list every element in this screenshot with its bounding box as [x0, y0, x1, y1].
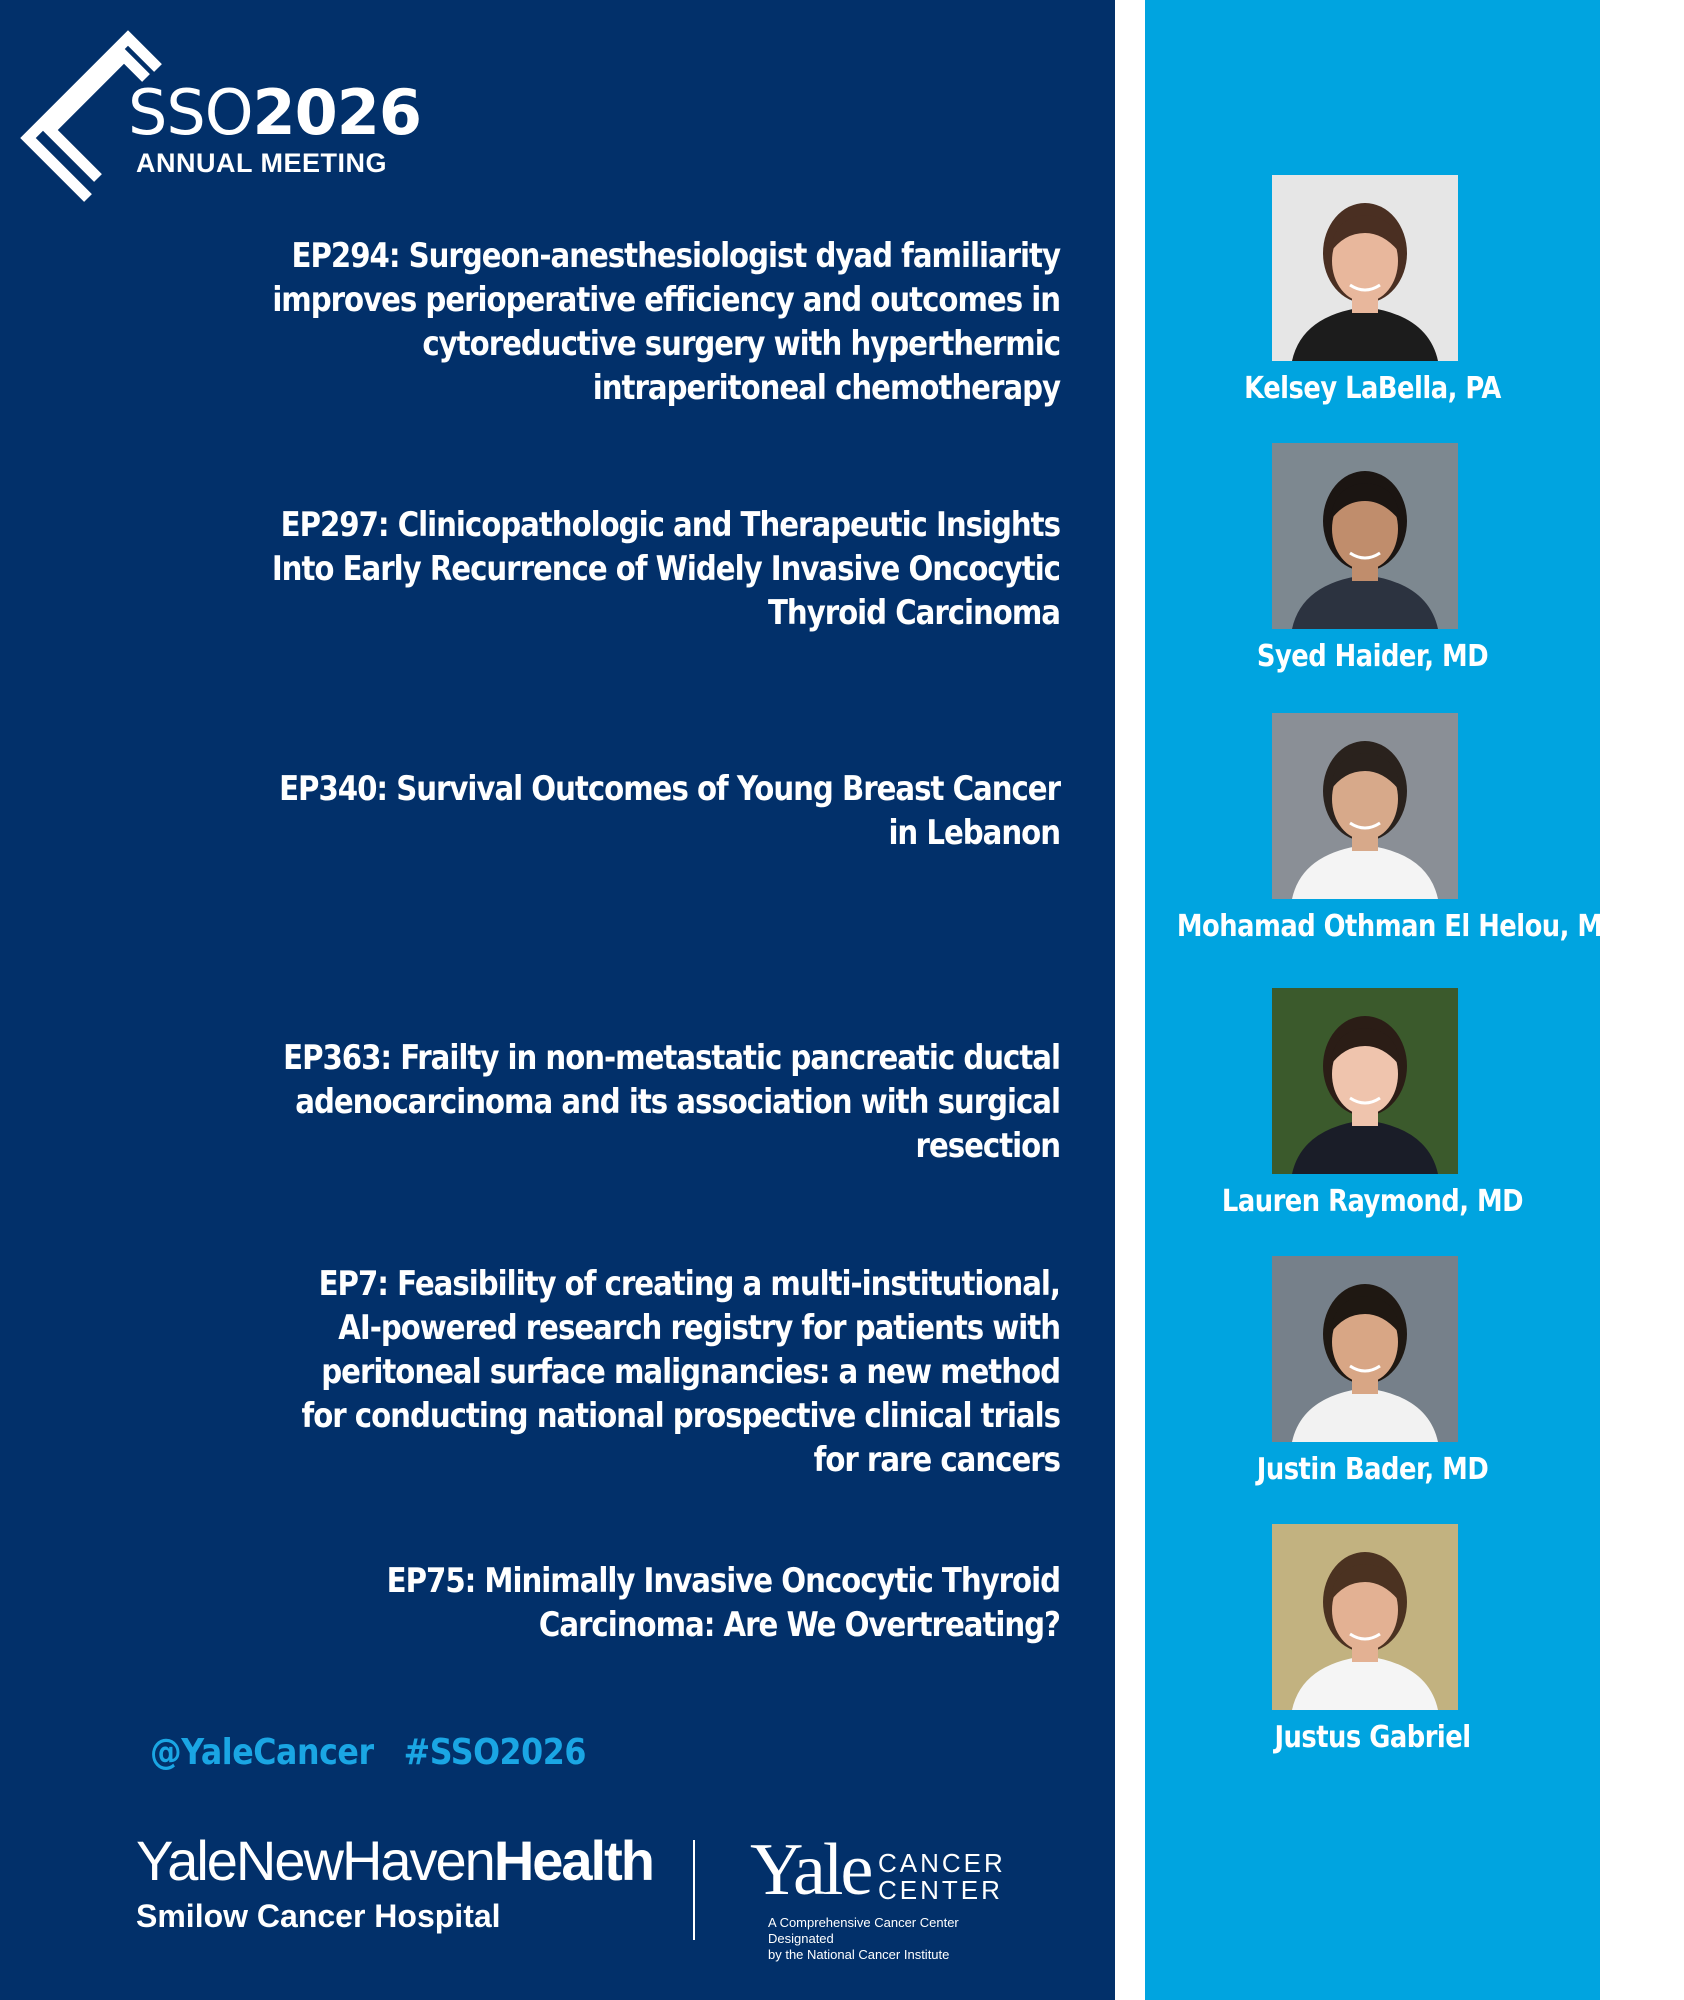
ynhh-wordmark-bold: Health: [493, 1829, 653, 1892]
ynhh-wordmark: [136, 1830, 653, 1892]
portrait-icon: [1272, 1256, 1458, 1442]
center-label: CENTER: [878, 1875, 1003, 1905]
portrait-icon: [1272, 1524, 1458, 1710]
portrait-icon: [1272, 175, 1458, 361]
speaker-photo: [1272, 988, 1458, 1174]
speaker-name: Justin Bader, MD: [1256, 1452, 1489, 1487]
speaker-photo: [1272, 175, 1458, 361]
speaker-name: Lauren Raymond, MD: [1221, 1184, 1524, 1219]
nci-tagline-line2: by the National Cancer Institute: [768, 1947, 950, 1962]
abstract-ep294: EP294: Surgeon-anesthesiologist dyad familiarity improves perioperative efficiency and outcomes in cytoreductive surgery with hyperthermic intraperitoneal chemotherapy: [272, 236, 1060, 408]
logo-title-bold: 2026: [252, 76, 422, 149]
footer-divider: [693, 1840, 695, 1940]
panel-gutter: [1115, 0, 1145, 2000]
abstract-ep297: EP297: Clinicopathologic and Therapeutic Insights Into Early Recurrence of Widely Invasive Oncocytic Thyroid Carcinoma: [271, 505, 1060, 633]
yale-wordmark: Yale: [750, 1829, 871, 1911]
smilow-name: Smilow Cancer Hospital: [136, 1898, 501, 1934]
hashtag[interactable]: #SSO2026: [403, 1732, 586, 1773]
ynhh-logo: [136, 1830, 653, 1935]
cancer-label: CANCER: [878, 1848, 1006, 1878]
logo-title-light: SSO: [128, 76, 253, 149]
speaker-photo: [1272, 1524, 1458, 1710]
speaker-name: Syed Haider, MD: [1256, 639, 1489, 674]
abstract-ep75: EP75: Minimally Invasive Oncocytic Thyroid Carcinoma: Are We Overtreating?: [386, 1561, 1061, 1645]
abstract-ep363: EP363: Frailty in non-metastatic pancreatic ductal adenocarcinoma and its association with surgical resection: [283, 1038, 1060, 1166]
speaker-name: Justus Gabriel: [1274, 1720, 1471, 1755]
logo-title: [128, 76, 422, 149]
twitter-handle[interactable]: @YaleCancer: [150, 1732, 374, 1773]
speaker-name: Mohamad Othman El Helou, MD, MS: [1176, 909, 1684, 944]
speaker-photo: [1272, 443, 1458, 629]
cancer-center-label: [878, 1850, 1006, 1904]
portrait-icon: [1272, 713, 1458, 899]
abstract-ep340: EP340: Survival Outcomes of Young Breast Cancer in Lebanon: [279, 769, 1060, 853]
portrait-icon: [1272, 443, 1458, 629]
speaker-photo: [1272, 713, 1458, 899]
portrait-icon: [1272, 988, 1458, 1174]
abstract-ep7: EP7: Feasibility of creating a multi-institutional, AI-powered research registry for patients with peritoneal surface malignancies: a new method for conducting national prospective clinical trials for rare cancers: [301, 1264, 1061, 1480]
speaker-name: Kelsey LaBella, PA: [1244, 371, 1501, 406]
nci-tagline: [768, 1915, 1028, 1963]
logo-subtitle: ANNUAL MEETING: [136, 148, 388, 178]
ynhh-wordmark-light: YaleNewHaven: [136, 1829, 494, 1892]
speaker-photo: [1272, 1256, 1458, 1442]
sso-logo: [18, 18, 422, 218]
nci-tagline-line1: A Comprehensive Cancer Center Designated: [768, 1915, 959, 1946]
social-tags: [150, 1732, 586, 1773]
